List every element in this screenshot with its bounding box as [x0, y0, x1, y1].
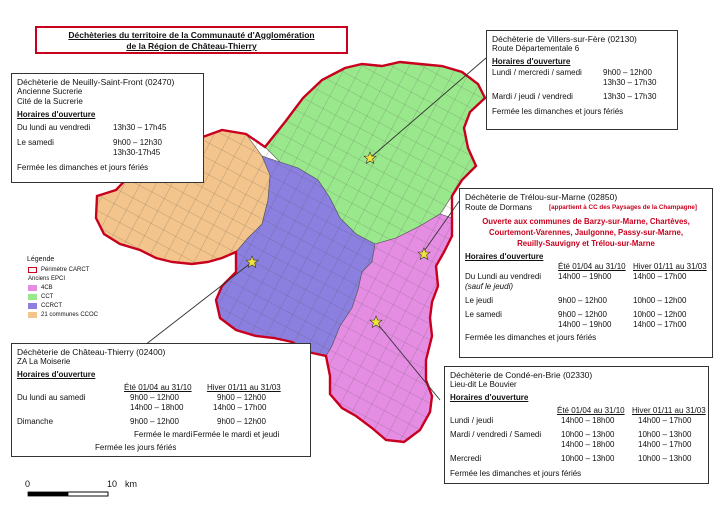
- villers-time-1a: 9h00 – 12h00: [603, 68, 652, 77]
- legend-item-cct: CCT: [41, 294, 54, 300]
- trelou-s-3a: 9h00 – 12h00: [558, 310, 607, 319]
- trelou-title: Déchèterie de Trélou-sur-Marne (02850): [465, 192, 618, 202]
- trelou-day-1-sub: (sauf le jeudi): [465, 282, 514, 291]
- conde-s-2a: 10h00 – 13h00: [561, 430, 615, 439]
- neuilly-day-1: Du lundi au vendredi: [17, 123, 91, 132]
- title-line-1: Déchèteries du territoire de la Communauté d'Agglomération: [68, 30, 315, 40]
- trelou-open-line-3: Reuilly-Sauvigny et Trélou-sur-Marne: [517, 239, 655, 248]
- trelou-open-line-2: Courtemont-Varennes, Jaulgonne, Passy-sur-Marne,: [488, 228, 684, 237]
- trelou-s-3b: 14h00 – 19h00: [558, 320, 612, 329]
- legend-perimeter-swatch: [28, 267, 37, 273]
- chateau-w-2: 9h00 – 12h00: [217, 417, 266, 426]
- chateau-s-1a: 9h00 – 12h00: [130, 393, 179, 402]
- legend-swatch-ccrct: [28, 303, 37, 309]
- chateau-s-3: Fermée le mardi: [134, 430, 193, 439]
- conde-w-1: 14h00 – 17h00: [638, 416, 692, 425]
- trelou-col-summer: Été 01/04 au 31/10: [558, 262, 626, 271]
- conde-info-box: [444, 366, 709, 484]
- scale-label-start: 0: [25, 479, 31, 489]
- neuilly-time-2b: 13h30-17h45: [113, 148, 161, 157]
- neuilly-time-1: 13h30 – 17h45: [113, 123, 167, 132]
- trelou-day-1: Du Lundi au vendredi: [465, 272, 542, 281]
- map-title: [35, 26, 348, 54]
- villers-title: Déchèterie de Villers-sur-Fère (02130): [492, 34, 637, 44]
- legend-swatch-4cb: [28, 285, 37, 291]
- legend-item-cccoc: 21 communes CCOC: [41, 312, 99, 318]
- villers-day-1: Lundi / mercredi / samedi: [492, 68, 582, 77]
- conde-closed: Fermée les dimanches et jours fériés: [450, 469, 582, 478]
- trelou-col-winter: Hiver 01/11 au 31/03: [633, 262, 707, 271]
- title-line-2: de la Région de Château-Thierry: [126, 41, 257, 51]
- neuilly-time-2a: 9h00 – 12h30: [113, 138, 162, 147]
- neuilly-address-1: Ancienne Sucrerie: [17, 87, 83, 96]
- legend-swatch-cct: [28, 294, 37, 300]
- trelou-w-3a: 10h00 – 12h00: [633, 310, 687, 319]
- chateau-hours-title: Horaires d'ouverture: [17, 370, 96, 379]
- neuilly-hours-title: Horaires d'ouverture: [17, 110, 96, 119]
- neuilly-day-2: Le samedi: [17, 138, 54, 147]
- villers-hours-title: Horaires d'ouverture: [492, 57, 571, 66]
- conde-s-3: 10h00 – 13h00: [561, 454, 615, 463]
- neuilly-address-2: Cité de la Sucrerie: [17, 97, 83, 106]
- conde-day-1: Lundi / jeudi: [450, 416, 494, 425]
- legend-title: Légende: [27, 256, 55, 263]
- chateau-s-2: 9h00 – 12h00: [130, 417, 179, 426]
- legend-former-label: Anciens EPCI: [28, 276, 66, 282]
- trelou-note: [appartient à CC des Paysages de la Champagne]: [549, 204, 698, 211]
- conde-col-winter: Hiver 01/11 au 31/03: [632, 406, 706, 415]
- villers-day-2: Mardi / jeudi / vendredi: [492, 92, 573, 101]
- trelou-info-box: [459, 188, 713, 358]
- conde-w-2a: 10h00 – 13h00: [638, 430, 692, 439]
- chateau-day-2: Dimanche: [17, 417, 54, 426]
- villers-info-box: [486, 30, 678, 130]
- neuilly-info-box: [11, 73, 204, 183]
- trelou-s-2: 9h00 – 12h00: [558, 296, 607, 305]
- conde-col-summer: Été 01/04 au 31/10: [557, 406, 625, 415]
- chateau-address: ZA La Moiserie: [17, 357, 71, 366]
- conde-w-3: 10h00 – 13h00: [638, 454, 692, 463]
- conde-w-2b: 14h00 – 17h00: [638, 440, 692, 449]
- chateau-col-summer: Été 01/04 au 31/10: [124, 383, 192, 392]
- conde-hours-title: Horaires d'ouverture: [450, 393, 529, 402]
- scale-label-unit: km: [125, 479, 137, 489]
- chateau-info-box: [11, 343, 311, 457]
- trelou-address: Route de Dormans: [465, 203, 533, 212]
- trelou-hours-title: Horaires d'ouverture: [465, 252, 544, 261]
- trelou-w-1: 14h00 – 17h00: [633, 272, 687, 281]
- chateau-day-1: Du lundi au samedi: [17, 393, 86, 402]
- legend-item-4cb: 4CB: [41, 285, 53, 291]
- trelou-open-line-1: Ouverte aux communes de Barzy-sur-Marne, Chartèves,: [482, 217, 690, 226]
- villers-time-2: 13h30 – 17h30: [603, 92, 657, 101]
- conde-s-1: 14h00 – 18h00: [561, 416, 615, 425]
- trelou-day-3: Le samedi: [465, 310, 502, 319]
- neuilly-title: Déchèterie de Neuilly-Saint-Front (02470): [17, 77, 175, 87]
- conde-day-3: Mercredi: [450, 454, 482, 463]
- chateau-title: Déchèterie de Château-Thierry (02400): [17, 347, 166, 357]
- conde-address: Lieu-dit Le Bouvier: [450, 380, 517, 389]
- chateau-col-winter: Hiver 01/11 au 31/03: [207, 383, 281, 392]
- villers-address: Route Départementale 6: [492, 44, 580, 53]
- villers-time-1b: 13h30 – 17h30: [603, 78, 657, 87]
- legend-perimeter-label: Périmètre CARCT: [41, 267, 90, 273]
- chateau-closed: Fermée les jours fériés: [95, 443, 177, 452]
- conde-day-2: Mardi / vendredi / Samedi: [450, 430, 542, 439]
- scale-bar: [28, 492, 108, 496]
- trelou-w-2: 10h00 – 12h00: [633, 296, 687, 305]
- chateau-s-1b: 14h00 – 18h00: [130, 403, 184, 412]
- trelou-w-3b: 14h00 – 17h00: [633, 320, 687, 329]
- chateau-w-3: Fermée le mardi et jeudi: [193, 430, 280, 439]
- trelou-day-2: Le jeudi: [465, 296, 494, 305]
- scale-label-mid: 10: [107, 479, 118, 489]
- trelou-s-1: 14h00 – 19h00: [558, 272, 612, 281]
- conde-s-2b: 14h00 – 18h00: [561, 440, 615, 449]
- conde-title: Déchèterie de Condé-en-Brie (02330): [450, 370, 593, 380]
- legend-item-ccrct: CCRCT: [41, 303, 62, 309]
- chateau-w-1a: 9h00 – 12h00: [217, 393, 266, 402]
- villers-closed: Fermée les dimanches et jours fériés: [492, 107, 624, 116]
- neuilly-closed: Fermée les dimanches et jours fériés: [17, 163, 149, 172]
- trelou-closed: Fermée les dimanches et jours fériés: [465, 333, 597, 342]
- chateau-w-1b: 14h00 – 17h00: [213, 403, 267, 412]
- legend-swatch-cccoc: [28, 312, 37, 318]
